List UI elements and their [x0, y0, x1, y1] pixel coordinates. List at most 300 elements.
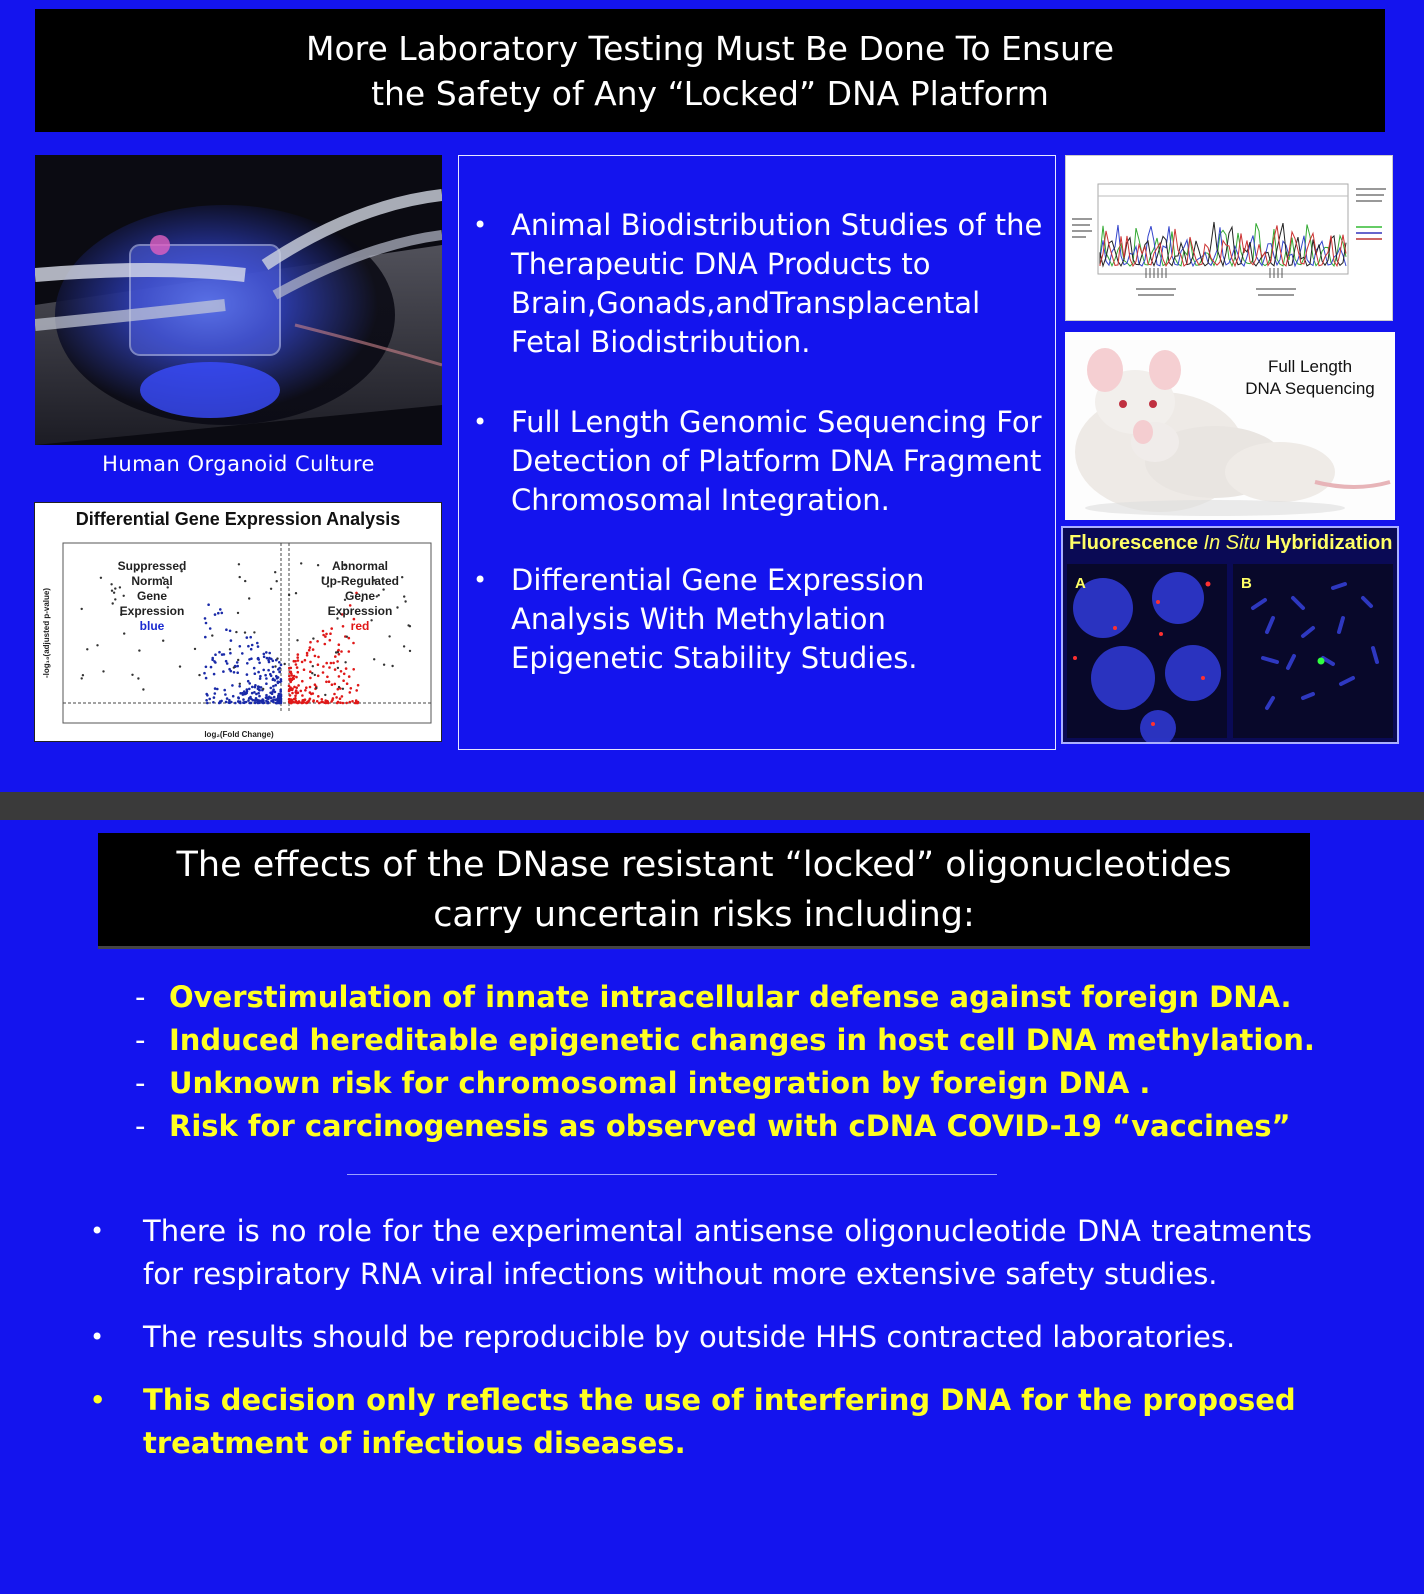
upregulated-point — [352, 642, 355, 645]
unchanged-point — [81, 677, 83, 679]
downregulated-point — [205, 677, 208, 680]
dge-x-axis-label: log₂(Fold Change) — [204, 730, 274, 739]
downregulated-point — [280, 678, 283, 681]
dge-y-axis-label: -log₁₀(adjusted p-value) — [42, 587, 51, 679]
unchanged-point — [403, 645, 405, 647]
downregulated-point — [270, 675, 273, 678]
conclusion-item: • The results should be reproducible by outside HHS contracted laboratories. — [88, 1316, 1312, 1359]
downregulated-point — [216, 688, 219, 691]
unchanged-point — [131, 674, 133, 676]
unchanged-point — [248, 597, 250, 599]
upregulated-point — [338, 643, 341, 646]
unchanged-point — [296, 639, 298, 641]
downregulated-point — [275, 675, 278, 678]
unchanged-point — [96, 644, 98, 646]
conclusion-list — [88, 1210, 1312, 1485]
upregulated-point — [297, 659, 300, 662]
upregulated-point — [316, 700, 319, 703]
upregulated-point — [355, 699, 358, 702]
upregulated-point — [291, 692, 294, 695]
unchanged-point — [238, 563, 240, 565]
upregulated-point — [308, 699, 311, 702]
downregulated-point — [237, 700, 240, 703]
upregulated-point — [288, 698, 291, 701]
upregulated-point — [333, 693, 336, 696]
downregulated-point — [259, 675, 262, 678]
unchanged-point — [388, 635, 390, 637]
risk-item: - Induced hereditable epigenetic changes in host cell DNA methylation. — [133, 1019, 1363, 1062]
downregulated-point — [205, 666, 208, 669]
downregulated-point — [278, 693, 281, 696]
unchanged-point — [198, 674, 200, 676]
upregulated-point — [345, 667, 348, 670]
differential-gene-expression-figure — [34, 502, 442, 742]
unchanged-point — [86, 648, 88, 650]
upregulated-point — [337, 688, 340, 691]
upregulated-point — [322, 634, 325, 637]
upregulated-point — [348, 675, 351, 678]
unchanged-point — [82, 674, 84, 676]
unchanged-point — [237, 612, 239, 614]
upregulated-point — [339, 701, 342, 704]
testing-requirements-list — [473, 206, 1043, 719]
downregulated-point — [249, 636, 252, 639]
downregulated-point — [257, 671, 260, 674]
upregulated-point — [301, 694, 304, 697]
list-item: • Differential Gene Expression Analysis With Methylation Epigenetic Stability Studies. — [473, 561, 1043, 678]
downregulated-point — [214, 613, 217, 616]
upregulated-point — [304, 689, 307, 692]
downregulated-point — [268, 652, 271, 655]
unchanged-point — [81, 608, 83, 610]
section-divider — [0, 792, 1424, 820]
downregulated-point — [247, 699, 250, 702]
unchanged-point — [270, 588, 272, 590]
upregulated-point — [295, 676, 298, 679]
downregulated-point — [267, 698, 270, 701]
upregulated-point — [303, 668, 306, 671]
top-title-line1: More Laboratory Testing Must Be Done To Ensure — [305, 28, 1115, 68]
downregulated-point — [258, 695, 261, 698]
unchanged-point — [239, 683, 241, 685]
unchanged-point — [262, 688, 264, 690]
downregulated-point — [279, 690, 282, 693]
upregulated-point — [305, 686, 308, 689]
downregulated-point — [225, 628, 228, 631]
upregulated-point — [309, 641, 312, 644]
upregulated-point — [293, 660, 296, 663]
unchanged-point — [276, 580, 278, 582]
upregulated-point — [309, 661, 312, 664]
upregulated-point — [324, 699, 327, 702]
downregulated-point — [250, 702, 253, 705]
unchanged-point — [244, 631, 246, 633]
downregulated-point — [206, 694, 209, 697]
downregulated-point — [255, 693, 258, 696]
unchanged-point — [409, 650, 411, 652]
downregulated-point — [222, 670, 225, 673]
risks-title-banner — [98, 833, 1310, 949]
unchanged-point — [300, 562, 302, 564]
dge-red-word: red — [350, 619, 370, 633]
upregulated-point — [330, 662, 333, 665]
downregulated-point — [277, 682, 280, 685]
downregulated-point — [223, 689, 226, 692]
unchanged-point — [244, 580, 246, 582]
upregulated-point — [289, 694, 292, 697]
downregulated-point — [241, 652, 244, 655]
downregulated-point — [246, 662, 249, 665]
downregulated-point — [214, 692, 217, 695]
conclusion-item: • This decision only reflects the use of interfering DNA for the proposed treatment of infectious diseases. — [88, 1379, 1312, 1465]
downregulated-point — [274, 684, 277, 687]
unchanged-point — [311, 672, 313, 674]
upregulated-point — [317, 663, 320, 666]
downregulated-point — [257, 645, 260, 648]
downregulated-point — [272, 688, 275, 691]
unchanged-point — [233, 666, 235, 668]
upregulated-point — [306, 654, 309, 657]
upregulated-point — [334, 683, 337, 686]
upregulated-point — [295, 701, 298, 704]
upregulated-point — [334, 655, 337, 658]
downregulated-point — [263, 653, 266, 656]
downregulated-point — [270, 687, 273, 690]
downregulated-point — [250, 648, 253, 651]
upregulated-point — [288, 690, 291, 693]
upregulated-point — [293, 698, 296, 701]
unchanged-point — [346, 636, 348, 638]
unchanged-point — [239, 576, 241, 578]
upregulated-point — [294, 691, 297, 694]
downregulated-point — [224, 693, 227, 696]
downregulated-point — [257, 702, 260, 705]
downregulated-point — [277, 668, 280, 671]
downregulated-point — [217, 612, 220, 615]
downregulated-point — [265, 651, 268, 654]
conclusion-item: • There is no role for the experimental antisense oligonucleotide DNA treatments for respiratory RNA viral infections without more extensive safety studies. — [88, 1210, 1312, 1296]
organoid-caption: Human Organoid Culture — [102, 452, 375, 476]
downregulated-point — [278, 671, 281, 674]
risk-item: - Risk for carcinogenesis as observed with cDNA COVID-19 “vaccines” — [133, 1105, 1363, 1148]
upregulated-point — [312, 700, 315, 703]
upregulated-point — [301, 661, 304, 664]
testing-requirements-box — [458, 155, 1056, 750]
downregulated-point — [213, 696, 216, 699]
downregulated-point — [280, 702, 283, 705]
unchanged-point — [253, 631, 255, 633]
upregulated-point — [296, 666, 299, 669]
downregulated-point — [218, 651, 221, 654]
sequencing-chromatogram-image — [1065, 155, 1393, 321]
unchanged-point — [179, 665, 181, 667]
downregulated-point — [263, 701, 266, 704]
unchanged-point — [383, 664, 385, 666]
upregulated-point — [302, 699, 305, 702]
upregulated-point — [340, 650, 343, 653]
downregulated-point — [228, 701, 231, 704]
unchanged-point — [235, 631, 237, 633]
downregulated-point — [271, 692, 274, 695]
dge-suppressed-label: Suppressed Normal Gene Expression blue — [97, 559, 207, 634]
downregulated-point — [228, 699, 231, 702]
upregulated-point — [321, 698, 324, 701]
upregulated-point — [297, 671, 300, 674]
upregulated-point — [346, 682, 349, 685]
dge-title: Differential Gene Expression Analysis — [75, 509, 401, 529]
organoid-culture-image — [35, 155, 442, 445]
risks-title-line2: carry uncertain risks including: — [433, 894, 975, 935]
upregulated-point — [340, 670, 343, 673]
unchanged-point — [142, 688, 144, 690]
unchanged-point — [337, 667, 339, 669]
downregulated-point — [232, 695, 235, 698]
upregulated-point — [309, 646, 312, 649]
risks-list — [133, 976, 1363, 1148]
upregulated-point — [305, 702, 308, 705]
downregulated-point — [256, 699, 259, 702]
downregulated-point — [251, 686, 254, 689]
upregulated-point — [320, 701, 323, 704]
upregulated-point — [317, 695, 320, 698]
upregulated-point — [328, 680, 331, 683]
upregulated-point — [338, 675, 341, 678]
downregulated-point — [254, 701, 257, 704]
downregulated-point — [265, 677, 268, 680]
upregulated-point — [325, 681, 328, 684]
downregulated-point — [207, 603, 210, 606]
downregulated-point — [230, 639, 233, 642]
downregulated-point — [238, 685, 241, 688]
upregulated-point — [325, 662, 328, 665]
upregulated-point — [348, 650, 351, 653]
downregulated-point — [259, 677, 262, 680]
upregulated-point — [314, 683, 317, 686]
unchanged-point — [274, 571, 276, 573]
upregulated-point — [300, 690, 303, 693]
unchanged-point — [312, 637, 314, 639]
upregulated-point — [294, 695, 297, 698]
fish-panel-a-label: A — [1075, 575, 1086, 592]
upregulated-point — [291, 688, 294, 691]
upregulated-point — [342, 702, 345, 705]
downregulated-point — [273, 696, 276, 699]
downregulated-point — [213, 673, 216, 676]
downregulated-point — [214, 687, 217, 690]
downregulated-point — [254, 686, 257, 689]
unchanged-point — [288, 594, 290, 596]
downregulated-point — [206, 702, 209, 705]
upregulated-point — [290, 671, 293, 674]
risk-item: - Unknown risk for chromosomal integration by foreign DNA . — [133, 1062, 1363, 1105]
downregulated-point — [211, 657, 214, 660]
unchanged-point — [162, 640, 164, 642]
upregulated-point — [316, 640, 319, 643]
downregulated-point — [248, 697, 251, 700]
top-title-line2: the Safety of Any “Locked” DNA Platform — [371, 73, 1049, 113]
unchanged-point — [274, 665, 276, 667]
unchanged-point — [324, 694, 326, 696]
list-item: • Animal Biodistribution Studies of the Therapeutic DNA Products to Brain,Gonads,andTransplacental Fetal Biodistribution. — [473, 206, 1043, 362]
upregulated-point — [357, 684, 360, 687]
downregulated-point — [258, 662, 261, 665]
unchanged-point — [102, 670, 104, 672]
upregulated-point — [326, 676, 329, 679]
downregulated-point — [246, 636, 249, 639]
upregulated-point — [289, 680, 292, 683]
upregulated-point — [332, 662, 335, 665]
upregulated-point — [314, 655, 317, 658]
upregulated-point — [336, 660, 339, 663]
downregulated-point — [209, 627, 212, 630]
downregulated-point — [236, 665, 239, 668]
downregulated-point — [253, 691, 256, 694]
upregulated-point — [349, 691, 352, 694]
upregulated-point — [309, 670, 312, 673]
downregulated-point — [236, 671, 239, 674]
downregulated-point — [272, 701, 275, 704]
unchanged-point — [137, 677, 139, 679]
upregulated-point — [322, 671, 325, 674]
upregulated-point — [331, 683, 334, 686]
downregulated-point — [242, 698, 245, 701]
downregulated-point — [210, 666, 213, 669]
downregulated-point — [277, 698, 280, 701]
risk-item: - Overstimulation of innate intracellular defense against foreign DNA. — [133, 976, 1363, 1019]
downregulated-point — [272, 679, 275, 682]
upregulated-point — [329, 639, 332, 642]
downregulated-point — [256, 642, 259, 645]
upregulated-point — [288, 667, 291, 670]
unchanged-point — [391, 665, 393, 667]
downregulated-point — [265, 694, 268, 697]
upregulated-point — [297, 684, 300, 687]
downregulated-point — [263, 656, 266, 659]
downregulated-point — [230, 670, 233, 673]
downregulated-point — [236, 661, 239, 664]
unchanged-point — [335, 651, 337, 653]
upregulated-point — [295, 686, 298, 689]
unchanged-point — [211, 634, 213, 636]
upregulated-point — [356, 702, 359, 705]
downregulated-point — [265, 682, 268, 685]
unchanged-point — [338, 686, 340, 688]
upregulated-point — [291, 674, 294, 677]
downregulated-point — [274, 691, 277, 694]
upregulated-point — [297, 653, 300, 656]
downregulated-point — [272, 666, 275, 669]
downregulated-point — [203, 672, 206, 675]
downregulated-point — [221, 612, 224, 615]
downregulated-point — [251, 644, 254, 647]
downregulated-point — [257, 657, 260, 660]
downregulated-point — [214, 661, 217, 664]
unchanged-point — [138, 649, 140, 651]
downregulated-point — [219, 701, 222, 704]
downregulated-point — [246, 673, 249, 676]
fish-title: Fluorescence In Situ Hybridization — [1069, 532, 1393, 554]
unchanged-point — [276, 657, 278, 659]
upregulated-point — [298, 700, 301, 703]
downregulated-point — [278, 661, 281, 664]
horizontal-rule — [347, 1174, 997, 1175]
unchanged-point — [237, 659, 239, 661]
unchanged-point — [194, 648, 196, 650]
downregulated-point — [219, 608, 222, 611]
mice-label: Full Length DNA Sequencing — [1245, 357, 1375, 398]
unchanged-point — [314, 674, 316, 676]
upregulated-point — [351, 700, 354, 703]
dge-upregulated-label: Abnormal Up-Regulated Gene Expression red — [305, 559, 415, 634]
unchanged-point — [284, 663, 286, 665]
upregulated-point — [343, 673, 346, 676]
downregulated-point — [254, 672, 257, 675]
fish-panel-b-label: B — [1241, 575, 1252, 592]
upregulated-point — [296, 656, 299, 659]
downregulated-point — [212, 701, 215, 704]
downregulated-point — [225, 701, 228, 704]
upregulated-point — [309, 677, 312, 680]
downregulated-point — [231, 684, 234, 687]
downregulated-point — [280, 664, 283, 667]
downregulated-point — [225, 660, 228, 663]
upregulated-point — [306, 652, 309, 655]
upregulated-point — [318, 702, 321, 705]
downregulated-point — [248, 688, 251, 691]
top-title-banner — [35, 9, 1385, 132]
upregulated-point — [302, 702, 305, 705]
downregulated-point — [229, 630, 232, 633]
downregulated-point — [205, 699, 208, 702]
downregulated-point — [266, 657, 269, 660]
downregulated-point — [226, 697, 229, 700]
downregulated-point — [234, 702, 237, 705]
upregulated-point — [336, 702, 339, 705]
upregulated-point — [290, 702, 293, 705]
upregulated-point — [341, 695, 344, 698]
upregulated-point — [322, 665, 325, 668]
upregulated-point — [355, 689, 358, 692]
downregulated-point — [223, 653, 226, 656]
unchanged-point — [373, 658, 375, 660]
downregulated-point — [247, 680, 250, 683]
fish-image — [1061, 526, 1399, 744]
downregulated-point — [204, 636, 207, 639]
mice-image — [1065, 332, 1395, 520]
upregulated-point — [335, 696, 338, 699]
upregulated-point — [328, 666, 331, 669]
downregulated-point — [267, 669, 270, 672]
downregulated-point — [253, 667, 256, 670]
downregulated-point — [248, 658, 251, 661]
dge-blue-word: blue — [139, 619, 165, 633]
downregulated-point — [214, 653, 217, 656]
unchanged-point — [315, 687, 317, 689]
upregulated-point — [324, 643, 327, 646]
downregulated-point — [267, 701, 270, 704]
downregulated-point — [248, 682, 251, 685]
downregulated-point — [239, 645, 242, 648]
upregulated-point — [310, 693, 313, 696]
unchanged-point — [295, 592, 297, 594]
downregulated-point — [272, 660, 275, 663]
downregulated-point — [243, 701, 246, 704]
upregulated-point — [331, 699, 334, 702]
downregulated-point — [237, 696, 240, 699]
downregulated-point — [262, 699, 265, 702]
unchanged-point — [229, 648, 231, 650]
upregulated-point — [339, 697, 342, 700]
